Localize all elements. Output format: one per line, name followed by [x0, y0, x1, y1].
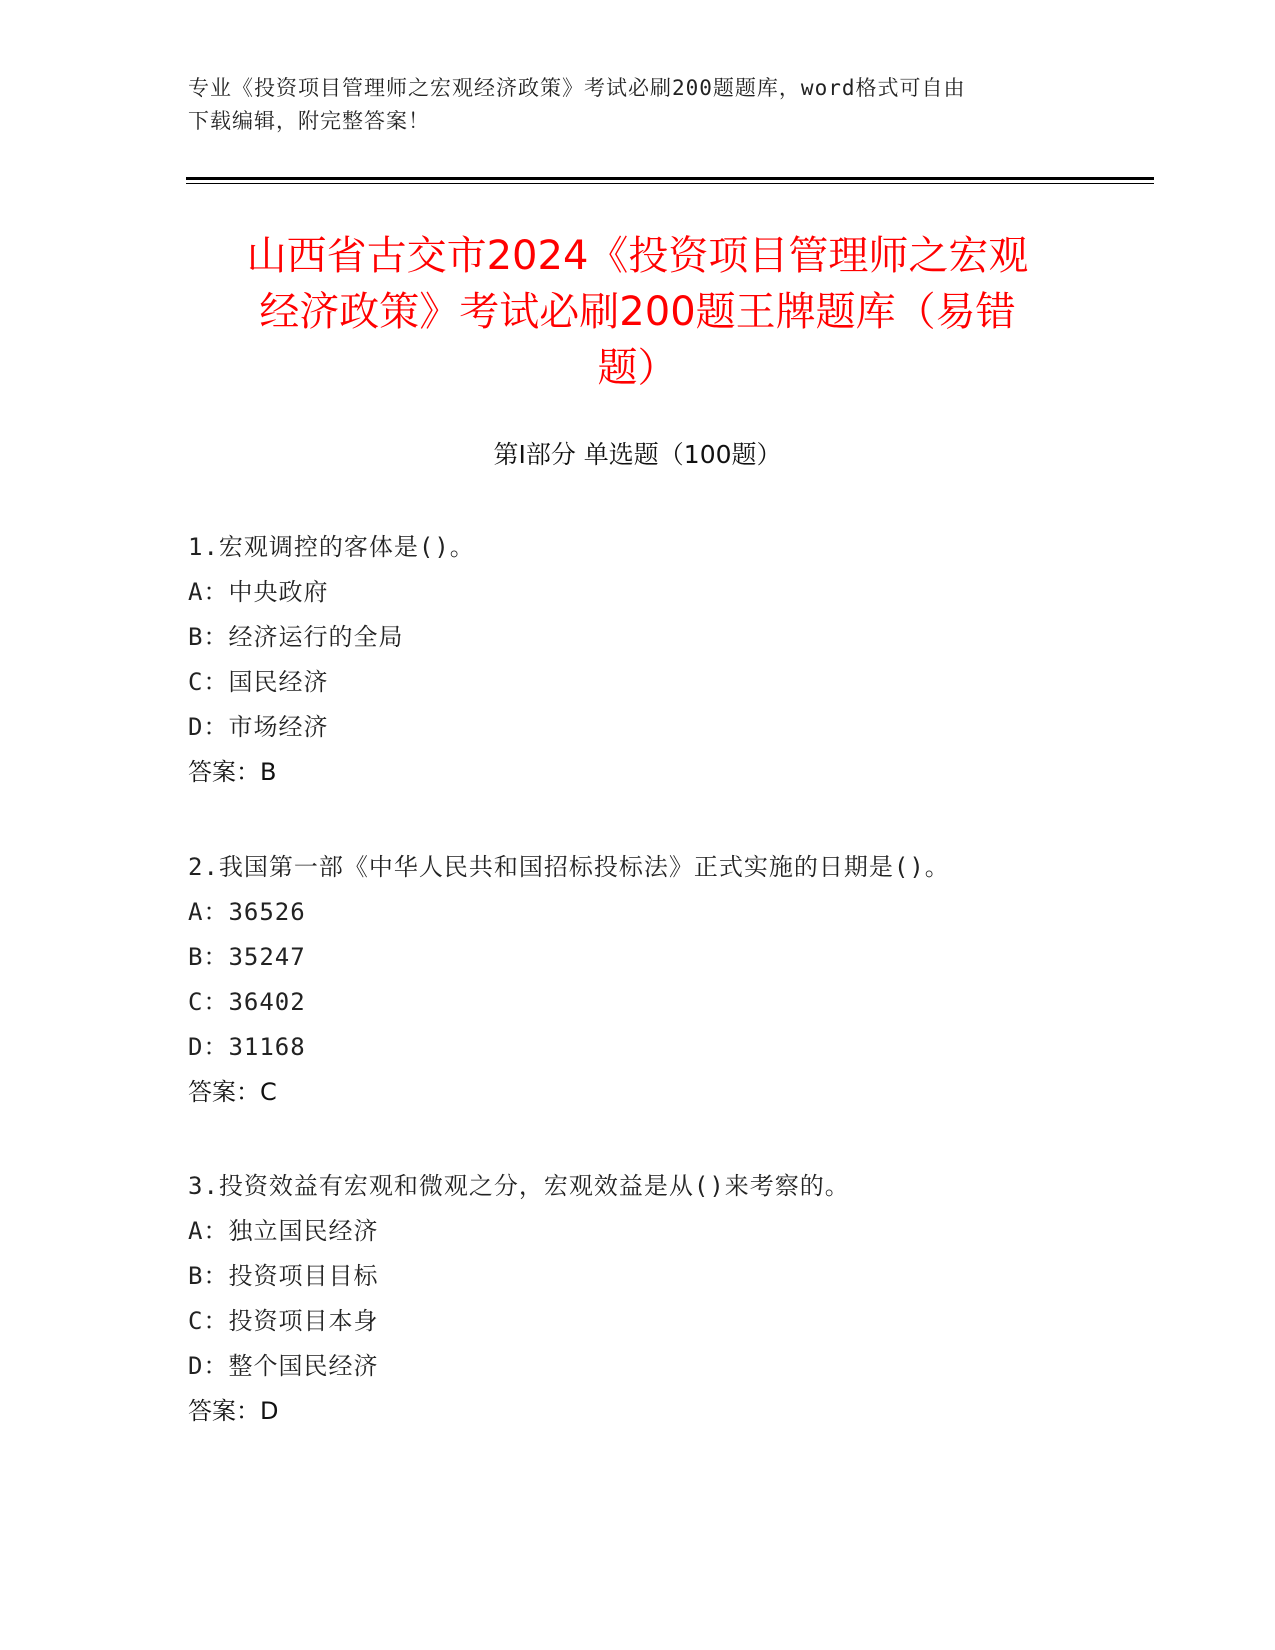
option-b: B：经济运行的全局 — [188, 623, 404, 651]
answer-line: 答案：B — [188, 758, 277, 786]
title-line-3: 题） — [597, 345, 678, 391]
option-b: B：投资项目目标 — [188, 1262, 379, 1290]
header-line-1: 专业《投资项目管理师之宏观经济政策》考试必刷200题题库，word格式可自由 — [188, 76, 966, 100]
title-line-1: 山西省古交市2024《投资项目管理师之宏观 — [246, 233, 1029, 279]
question-stem: 3.投资效益有宏观和微观之分，宏观效益是从()来考察的。 — [188, 1172, 850, 1200]
question-item — [188, 525, 1188, 795]
option-c: C：投资项目本身 — [188, 1307, 379, 1335]
option-a: A：中央政府 — [188, 578, 329, 606]
option-c: C：36402 — [188, 988, 306, 1016]
document-header — [188, 72, 1088, 138]
section-title: 第Ⅰ部分 单选题（100题） — [493, 440, 782, 469]
question-stem: 2.我国第一部《中华人民共和国招标投标法》正式实施的日期是()。 — [188, 853, 950, 881]
option-a: A：36526 — [188, 898, 306, 926]
header-divider-thin — [186, 183, 1154, 184]
option-b: B：35247 — [188, 943, 306, 971]
question-item — [188, 1164, 1188, 1434]
document-title — [170, 228, 1105, 396]
option-d: D：整个国民经济 — [188, 1352, 379, 1380]
title-line-2: 经济政策》考试必刷200题王牌题库（易错 — [259, 289, 1016, 335]
answer-line: 答案：D — [188, 1397, 279, 1425]
header-line-2: 下载编辑，附完整答案！ — [188, 109, 430, 133]
option-d: D：市场经济 — [188, 713, 329, 741]
question-item — [188, 845, 1188, 1115]
option-d: D：31168 — [188, 1033, 306, 1061]
option-a: A：独立国民经济 — [188, 1217, 379, 1245]
option-c: C：国民经济 — [188, 668, 329, 696]
answer-line: 答案：C — [188, 1078, 277, 1106]
header-divider-thick — [186, 177, 1154, 180]
question-stem: 1.宏观调控的客体是()。 — [188, 533, 475, 561]
